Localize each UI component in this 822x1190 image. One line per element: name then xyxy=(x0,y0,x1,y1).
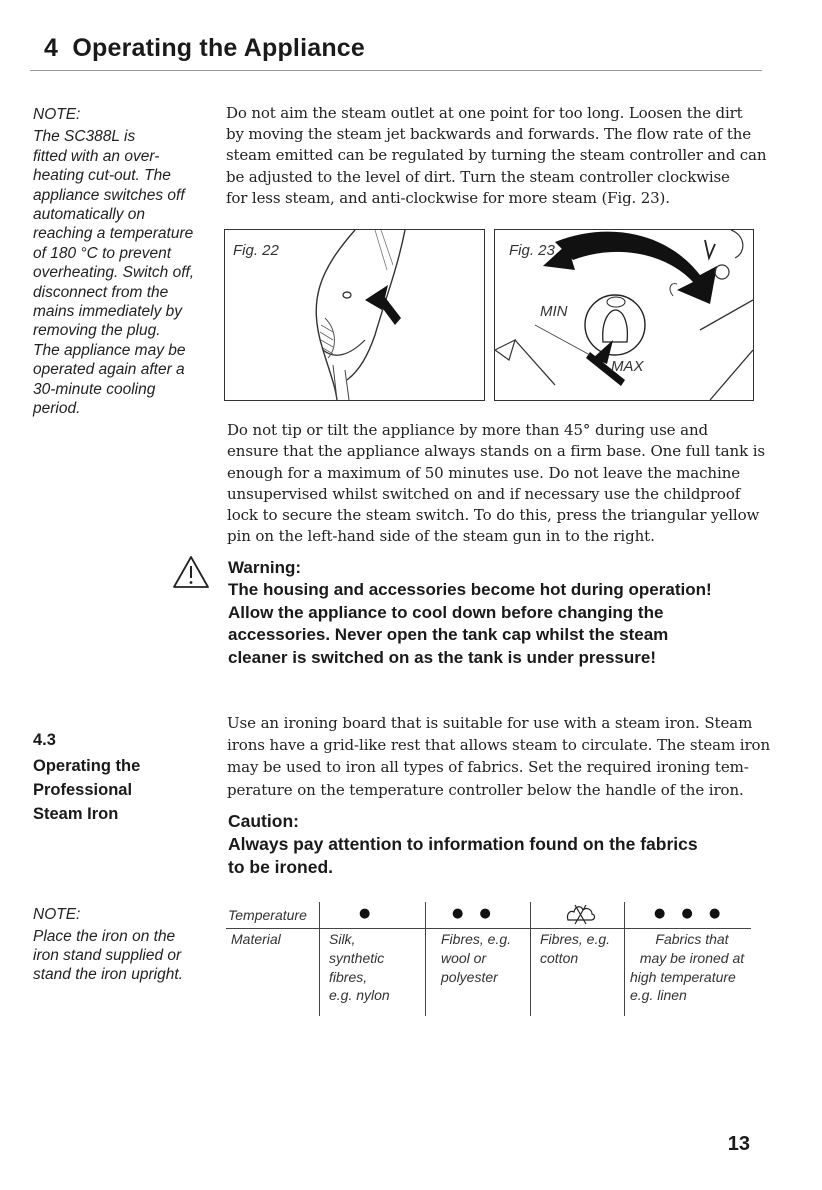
material-line: e.g. linen xyxy=(630,987,687,1004)
material-line: fibres, xyxy=(329,968,368,985)
material-cotton xyxy=(540,930,624,968)
material-line: may be ironed at xyxy=(639,949,745,966)
material-line: e.g. nylon xyxy=(329,987,390,1004)
temperature-dots-3: ● ● ● xyxy=(654,906,727,921)
figure-23 xyxy=(494,229,754,401)
note-line: fitted with an over- xyxy=(33,147,160,165)
material-line: Silk, xyxy=(329,931,356,947)
table-row-label: Material xyxy=(231,931,281,947)
note-line: Place the iron on the xyxy=(33,928,176,945)
note-line: The appliance may be xyxy=(33,341,186,359)
table-divider xyxy=(425,902,426,1016)
warning-triangle-icon xyxy=(172,555,210,589)
paragraph-line: enough for a maximum of 50 minutes use. Do not leave the machine xyxy=(227,463,741,482)
note-line: overheating. Switch off, xyxy=(33,264,195,282)
caution-title: Caution: xyxy=(228,811,299,831)
note-line: of 180 °C to prevent xyxy=(33,244,172,262)
table-header-label: Temperature xyxy=(228,907,307,923)
paragraph-line: for less steam, and anti-clockwise for more steam (Fig. 23). xyxy=(226,188,670,207)
paragraph-line: lock to secure the steam switch. To do this, press the triangular yellow xyxy=(227,506,760,525)
material-line: polyester xyxy=(441,968,498,985)
note-line: The SC388L is xyxy=(33,128,136,146)
figure-22 xyxy=(224,229,485,401)
section-number: 4.3 xyxy=(33,731,56,749)
note-line: heating cut-out. The xyxy=(33,167,171,185)
section-title-line: Steam Iron xyxy=(33,805,119,823)
temperature-dots-1: ● xyxy=(359,906,377,921)
paragraph-line: Do not aim the steam outlet at one point for too long. Loosen the dirt xyxy=(226,104,743,122)
paragraph-line: pin on the left-hand side of the steam gun in to the right. xyxy=(227,527,655,546)
paragraph-line: steam emitted can be regulated by turning the steam controller and can xyxy=(226,146,767,165)
section-heading xyxy=(33,728,140,826)
table-divider xyxy=(319,902,320,1016)
warning-title: Warning: xyxy=(228,558,302,577)
chapter-title: Operating the Appliance xyxy=(72,34,366,62)
paragraph-line: be adjusted to the level of dirt. Turn the steam controller clockwise xyxy=(226,167,730,186)
paragraph-steam-flow xyxy=(226,103,796,209)
steam-gun-illustration xyxy=(225,230,484,400)
max-label: MAX xyxy=(611,358,644,375)
paragraph-line: Do not tip or tilt the appliance by more than 45° during use and xyxy=(227,421,709,439)
warning-block xyxy=(228,558,803,669)
note-line: operated again after a xyxy=(33,361,185,379)
note-line: iron stand supplied or xyxy=(33,947,182,964)
caution-line: to be ironed. xyxy=(228,857,333,877)
warning-line: Allow the appliance to cool down before changing the xyxy=(228,602,664,622)
temperature-table xyxy=(226,902,754,1016)
material-silk xyxy=(329,930,421,1005)
section-title-line: Professional xyxy=(33,781,133,799)
page-number: 13 xyxy=(727,1133,750,1155)
steam-crossed-icon xyxy=(564,902,598,926)
note-line: reaching a temperature xyxy=(33,225,194,243)
table-divider xyxy=(530,902,531,1016)
material-line: synthetic xyxy=(329,949,385,966)
note-line: appliance switches off xyxy=(33,186,185,204)
paragraph-line: by moving the steam jet backwards and forwards. The flow rate of the xyxy=(226,125,751,144)
warning-line: cleaner is switched on as the tank is under pressure! xyxy=(228,647,656,667)
figure-23-label: Fig. 23 xyxy=(509,242,555,259)
warning-line: The housing and accessories become hot during operation! xyxy=(228,580,712,599)
material-line: wool or xyxy=(441,949,487,966)
material-wool xyxy=(441,930,529,986)
paragraph-ironing xyxy=(227,712,797,801)
note-line: period. xyxy=(33,400,81,418)
paragraph-line: ensure that the appliance always stands on a firm base. One full tank is xyxy=(227,442,766,461)
material-line: Fibres, e.g. xyxy=(441,931,512,947)
paragraph-tilt-safety xyxy=(227,420,797,548)
figure-22-label: Fig. 22 xyxy=(233,242,279,259)
section-title-line: Operating the xyxy=(33,757,141,775)
chapter-heading xyxy=(44,34,365,63)
note-overheating xyxy=(33,105,223,419)
paragraph-line: irons have a grid-like rest that allows steam to circulate. The steam iron xyxy=(227,736,771,755)
note-line: disconnect from the xyxy=(33,283,169,301)
caution-line: Always pay attention to information found on the fabrics xyxy=(228,834,698,854)
temperature-dots-2: ● ● xyxy=(452,906,497,921)
note-line: 30-minute cooling xyxy=(33,380,156,398)
note-iron-stand xyxy=(33,905,223,984)
note-line: automatically on xyxy=(33,206,146,224)
warning-line: accessories. Never open the tank cap whilst the steam xyxy=(228,625,669,644)
table-divider xyxy=(624,902,625,1016)
min-label: MIN xyxy=(540,303,568,320)
material-line: cotton xyxy=(540,949,579,966)
material-line: Fabrics that xyxy=(655,931,729,947)
note-label: NOTE: xyxy=(33,906,81,923)
paragraph-line: unsupervised whilst switched on and if necessary use the childproof xyxy=(227,484,741,503)
material-linen xyxy=(630,930,754,1005)
heading-rule xyxy=(30,70,762,71)
paragraph-line: perature on the temperature controller below the handle of the iron. xyxy=(227,780,744,799)
note-label: NOTE: xyxy=(33,106,81,123)
note-line: stand the iron upright. xyxy=(33,966,183,983)
note-line: mains immediately by xyxy=(33,303,183,321)
material-line: high temperature xyxy=(630,968,736,985)
caution-block xyxy=(228,811,803,879)
chapter-number: 4 xyxy=(44,34,59,62)
paragraph-line: Use an ironing board that is suitable for use with a steam iron. Steam xyxy=(227,714,753,732)
table-header-rule xyxy=(226,928,751,929)
material-line: Fibres, e.g. xyxy=(540,931,611,947)
paragraph-line: may be used to iron all types of fabrics. Set the required ironing tem- xyxy=(227,758,749,777)
note-line: removing the plug. xyxy=(33,322,161,340)
